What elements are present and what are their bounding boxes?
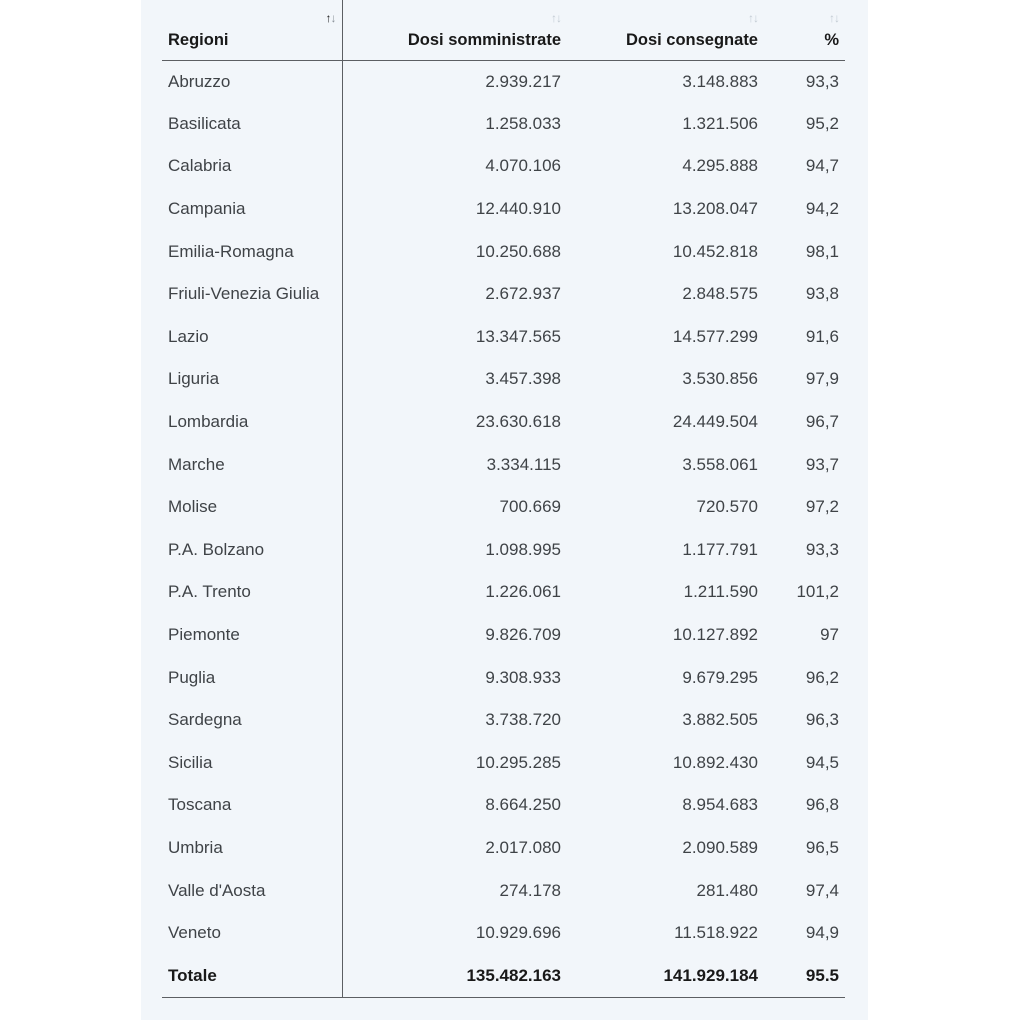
cell-regione: Sicilia <box>162 742 342 785</box>
cell-percent: 97,2 <box>805 497 839 517</box>
table-row <box>162 316 845 359</box>
cell-dosi-consegnate: 3.882.505 <box>682 710 758 730</box>
table-header <box>162 0 845 60</box>
cell-percent: 97,9 <box>805 369 839 389</box>
table-row <box>162 273 845 316</box>
cell-regione: Friuli-Venezia Giulia <box>162 273 342 316</box>
column-header-regioni[interactable] <box>162 0 342 60</box>
cell-dosi-somministrate: 10.929.696 <box>475 923 561 943</box>
cell-dosi-consegnate: 13.208.047 <box>672 199 758 219</box>
cell-percent: 96,2 <box>805 667 839 687</box>
table-row <box>162 827 845 870</box>
cell-regione: Molise <box>162 486 342 529</box>
cell-percent: 93,7 <box>805 454 839 474</box>
cell-regione: Lazio <box>162 316 342 359</box>
cell-percent: 96,7 <box>805 412 839 432</box>
table-row <box>162 486 845 529</box>
cell-regione: Piemonte <box>162 614 342 657</box>
cell-regione: Calabria <box>162 145 342 188</box>
cell-dosi-consegnate: 720.570 <box>696 497 758 517</box>
cell-dosi-somministrate: 8.664.250 <box>485 795 561 815</box>
cell-percent: 95,2 <box>805 113 839 133</box>
cell-percent: 93,3 <box>805 539 839 559</box>
table-row <box>162 742 845 785</box>
cell-dosi-consegnate: 10.892.430 <box>672 752 758 772</box>
cell-dosi-consegnate: 2.090.589 <box>682 837 758 857</box>
cell-dosi-somministrate: 2.939.217 <box>485 71 561 91</box>
cell-percent: 96,8 <box>805 795 839 815</box>
cell-dosi-consegnate: 3.148.883 <box>682 71 758 91</box>
cell-dosi-somministrate: 1.098.995 <box>485 539 561 559</box>
cell-regione: Sardegna <box>162 699 342 742</box>
cell-dosi-consegnate: 3.530.856 <box>682 369 758 389</box>
total-dosi-somministrate: 135.482.163 <box>342 954 567 997</box>
table-row <box>162 358 845 401</box>
vaccine-doses-table <box>162 0 845 998</box>
cell-percent: 101,2 <box>796 582 839 602</box>
cell-percent: 97 <box>820 625 839 645</box>
table-row <box>162 401 845 444</box>
cell-percent: 98,1 <box>805 241 839 261</box>
sort-arrows-icon[interactable]: ↑↓ <box>829 11 839 25</box>
cell-dosi-somministrate: 2.017.080 <box>485 837 561 857</box>
cell-dosi-somministrate: 9.826.709 <box>485 625 561 645</box>
cell-dosi-somministrate: 4.070.106 <box>485 156 561 176</box>
table-body <box>162 60 845 997</box>
table-row <box>162 145 845 188</box>
cell-dosi-somministrate: 700.669 <box>499 497 561 517</box>
cell-dosi-consegnate: 8.954.683 <box>682 795 758 815</box>
table-row <box>162 60 845 103</box>
cell-regione: Abruzzo <box>162 60 342 103</box>
cell-dosi-somministrate: 9.308.933 <box>485 667 561 687</box>
column-header-label: Dosi consegnate <box>625 30 758 49</box>
cell-dosi-consegnate: 1.321.506 <box>682 113 758 133</box>
total-percent: 95.5 <box>764 954 845 997</box>
cell-dosi-consegnate: 14.577.299 <box>672 326 758 346</box>
cell-dosi-somministrate: 10.295.285 <box>475 752 561 772</box>
cell-dosi-somministrate: 2.672.937 <box>485 284 561 304</box>
table-row <box>162 614 845 657</box>
table-row <box>162 656 845 699</box>
cell-dosi-consegnate: 3.558.061 <box>682 454 758 474</box>
table-row <box>162 571 845 614</box>
cell-percent: 93,8 <box>805 284 839 304</box>
column-header-dosi-somministrate[interactable] <box>342 0 567 60</box>
cell-regione: Lombardia <box>162 401 342 444</box>
cell-dosi-consegnate: 1.211.590 <box>683 582 758 602</box>
cell-percent: 91,6 <box>805 326 839 346</box>
table-row <box>162 188 845 231</box>
cell-dosi-somministrate: 3.334.115 <box>486 454 561 474</box>
column-header-label: Regioni <box>168 30 229 49</box>
cell-percent: 93,3 <box>805 71 839 91</box>
cell-percent: 94,9 <box>805 923 839 943</box>
cell-dosi-somministrate: 1.258.033 <box>485 113 561 133</box>
cell-percent: 96,5 <box>805 837 839 857</box>
cell-dosi-consegnate: 10.127.892 <box>672 625 758 645</box>
cell-dosi-consegnate: 2.848.575 <box>682 284 758 304</box>
cell-regione: Veneto <box>162 912 342 955</box>
table-row <box>162 699 845 742</box>
cell-percent: 94,7 <box>805 156 839 176</box>
cell-regione: Valle d'Aosta <box>162 869 342 912</box>
cell-regione: P.A. Bolzano <box>162 529 342 572</box>
cell-dosi-somministrate: 3.738.720 <box>485 710 561 730</box>
cell-dosi-somministrate: 10.250.688 <box>475 241 561 261</box>
cell-regione: Toscana <box>162 784 342 827</box>
cell-dosi-consegnate: 24.449.504 <box>672 412 758 432</box>
cell-dosi-somministrate: 274.178 <box>499 880 561 900</box>
table-row <box>162 103 845 146</box>
table-row <box>162 529 845 572</box>
cell-percent: 94,2 <box>805 199 839 219</box>
cell-regione: Umbria <box>162 827 342 870</box>
sort-arrows-icon[interactable]: ↑↓ <box>325 11 336 25</box>
cell-dosi-consegnate: 11.518.922 <box>674 923 758 943</box>
cell-regione: Marche <box>162 443 342 486</box>
cell-dosi-somministrate: 3.457.398 <box>485 369 561 389</box>
table-row <box>162 869 845 912</box>
total-label: Totale <box>162 954 342 997</box>
column-header-label: Dosi somministrate <box>407 30 561 49</box>
cell-regione: Puglia <box>162 656 342 699</box>
column-header-label: % <box>824 30 839 49</box>
cell-dosi-consegnate: 10.452.818 <box>672 241 758 261</box>
sort-arrows-icon[interactable]: ↑↓ <box>748 11 758 25</box>
column-header-percent[interactable] <box>764 0 845 60</box>
cell-dosi-consegnate: 4.295.888 <box>682 156 758 176</box>
cell-percent: 96,3 <box>805 710 839 730</box>
cell-dosi-somministrate: 12.440.910 <box>475 199 561 219</box>
cell-regione: P.A. Trento <box>162 571 342 614</box>
cell-dosi-consegnate: 1.177.791 <box>682 539 758 559</box>
header-row <box>162 0 845 60</box>
total-dosi-consegnate: 141.929.184 <box>567 954 764 997</box>
total-row <box>162 954 845 997</box>
cell-dosi-somministrate: 13.347.565 <box>475 326 561 346</box>
cell-dosi-consegnate: 9.679.295 <box>682 667 758 687</box>
table-row <box>162 784 845 827</box>
column-header-dosi-consegnate[interactable] <box>567 0 764 60</box>
cell-percent: 94,5 <box>805 752 839 772</box>
table-row <box>162 443 845 486</box>
cell-regione: Campania <box>162 188 342 231</box>
table-row <box>162 912 845 955</box>
sort-arrows-icon[interactable]: ↑↓ <box>551 11 561 25</box>
cell-regione: Liguria <box>162 358 342 401</box>
cell-regione: Basilicata <box>162 103 342 146</box>
table-row <box>162 230 845 273</box>
cell-dosi-consegnate: 281.480 <box>696 880 758 900</box>
cell-percent: 97,4 <box>805 880 839 900</box>
cell-dosi-somministrate: 23.630.618 <box>475 412 561 432</box>
cell-dosi-somministrate: 1.226.061 <box>485 582 561 602</box>
cell-regione: Emilia-Romagna <box>162 230 342 273</box>
